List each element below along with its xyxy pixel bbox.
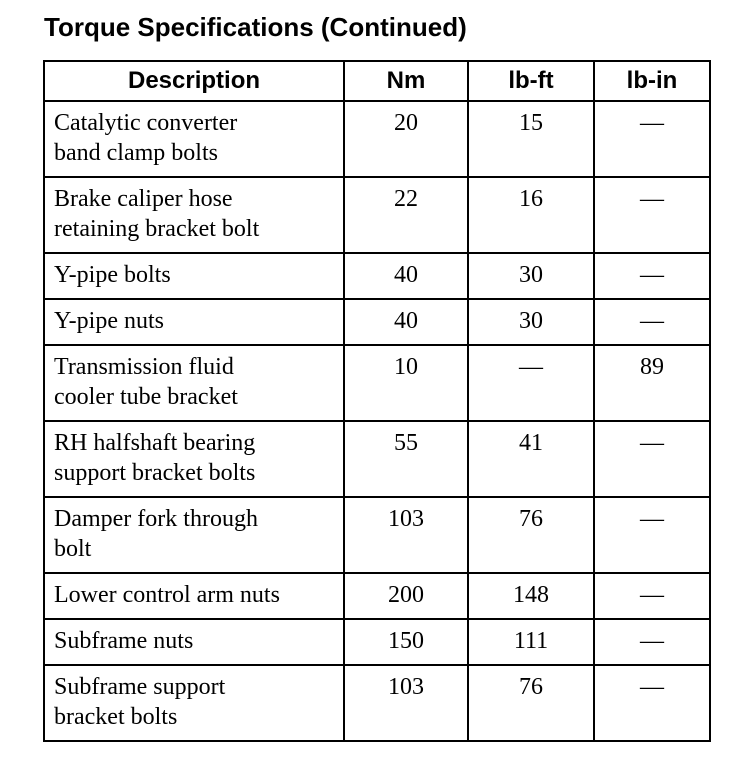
description-line: cooler tube bracket — [54, 384, 238, 410]
description-line: retaining bracket bolt — [54, 216, 260, 242]
cell-lb-in: — — [594, 177, 710, 253]
header-row — [44, 61, 710, 101]
cell-nm: 22 — [344, 177, 468, 253]
cell-lb-ft: 41 — [468, 421, 594, 497]
table-header — [44, 61, 710, 101]
description-line: Subframe support — [54, 674, 226, 700]
description-line: Y-pipe bolts — [54, 262, 171, 288]
cell-description — [44, 101, 344, 177]
cell-description — [44, 177, 344, 253]
description-line: Lower control arm nuts — [54, 582, 280, 608]
cell-lb-ft: 148 — [468, 573, 594, 619]
header-nm: Nm — [344, 61, 468, 101]
table-row — [44, 299, 710, 345]
table-body — [44, 101, 710, 741]
description-line: support bracket bolts — [54, 460, 256, 486]
cell-description — [44, 665, 344, 741]
cell-description — [44, 497, 344, 573]
cell-lb-ft: 16 — [468, 177, 594, 253]
cell-lb-in: 89 — [594, 345, 710, 421]
cell-lb-in: — — [594, 497, 710, 573]
description-line: Subframe nuts — [54, 628, 194, 654]
table-row — [44, 253, 710, 299]
cell-description — [44, 345, 344, 421]
cell-nm: 40 — [344, 299, 468, 345]
table-row — [44, 101, 710, 177]
cell-description — [44, 573, 344, 619]
description-line: RH halfshaft bearing — [54, 430, 256, 456]
cell-nm: 103 — [344, 497, 468, 573]
cell-nm: 150 — [344, 619, 468, 665]
cell-nm: 40 — [344, 253, 468, 299]
page-title: Torque Specifications (Continued) — [44, 12, 467, 42]
cell-lb-ft: — — [468, 345, 594, 421]
cell-lb-in: — — [594, 619, 710, 665]
table-row — [44, 345, 710, 421]
cell-lb-in: — — [594, 101, 710, 177]
header-description: Description — [44, 61, 344, 101]
table-row — [44, 573, 710, 619]
header-lb-ft: lb-ft — [468, 61, 594, 101]
table-row — [44, 619, 710, 665]
cell-nm: 55 — [344, 421, 468, 497]
description-line: Brake caliper hose — [54, 186, 233, 212]
description-line: Y-pipe nuts — [54, 308, 164, 334]
cell-nm: 200 — [344, 573, 468, 619]
cell-lb-ft: 111 — [468, 619, 594, 665]
cell-nm: 20 — [344, 101, 468, 177]
description-line: Catalytic converter — [54, 110, 238, 136]
cell-lb-ft: 30 — [468, 299, 594, 345]
cell-description — [44, 253, 344, 299]
cell-lb-ft: 30 — [468, 253, 594, 299]
description-line: band clamp bolts — [54, 140, 218, 166]
table-row — [44, 421, 710, 497]
cell-lb-ft: 76 — [468, 665, 594, 741]
description-line: bracket bolts — [54, 704, 178, 730]
cell-lb-in: — — [594, 665, 710, 741]
cell-lb-in: — — [594, 299, 710, 345]
cell-lb-in: — — [594, 253, 710, 299]
cell-nm: 10 — [344, 345, 468, 421]
cell-lb-in: — — [594, 573, 710, 619]
cell-description — [44, 299, 344, 345]
description-line: Damper fork through — [54, 506, 258, 532]
table-row — [44, 177, 710, 253]
cell-lb-in: — — [594, 421, 710, 497]
header-lb-in: lb-in — [594, 61, 710, 101]
cell-description — [44, 619, 344, 665]
cell-nm: 103 — [344, 665, 468, 741]
cell-lb-ft: 15 — [468, 101, 594, 177]
table-row — [44, 665, 710, 741]
table-row — [44, 497, 710, 573]
cell-lb-ft: 76 — [468, 497, 594, 573]
description-line: Transmission fluid — [54, 354, 234, 380]
cell-description — [44, 421, 344, 497]
description-line: bolt — [54, 536, 92, 562]
torque-spec-table — [43, 60, 711, 742]
